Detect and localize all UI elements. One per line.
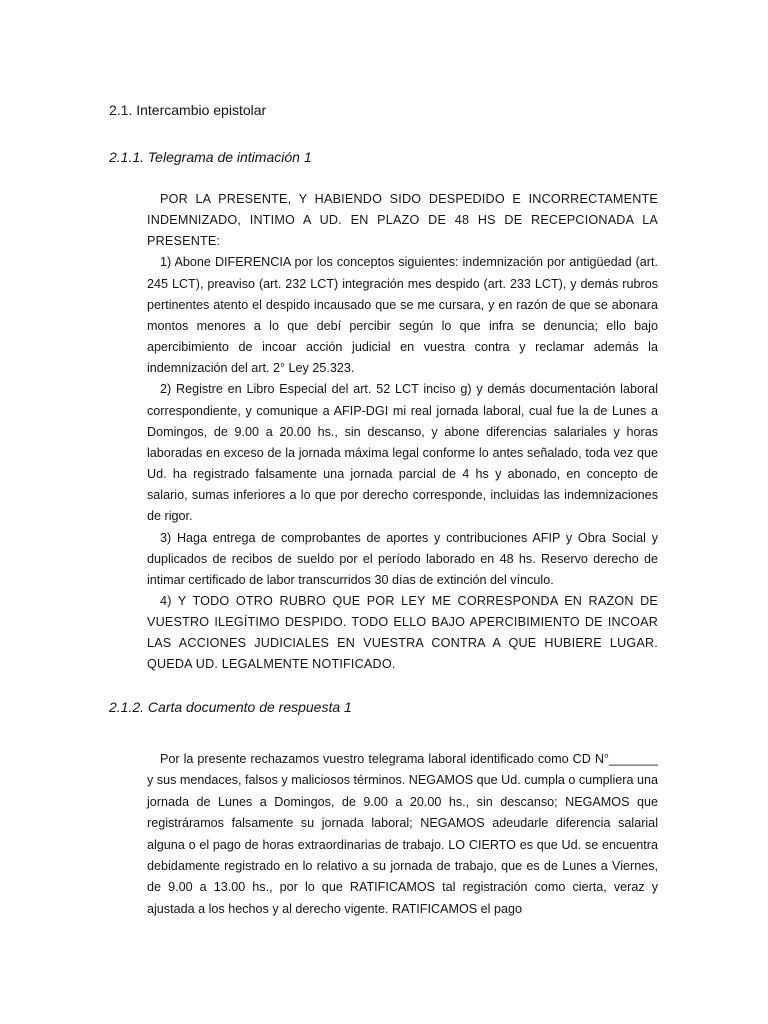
telegrama-item-2: 2) Registre en Libro Especial del art. 52 LCT inciso g) y demás documentación laboral correspondiente, y comunique a AFIP-DGI mi real jornada laboral, cual fue la de Lunes a Domingos, de 9.00 a 20.00 hs., sin descanso, y abone diferencias salariales y horas laboradas en exceso de la jornada máxima legal conforme lo antes señalado, toda vez que Ud. ha registrado falsamente una jornada parcial de 4 hs y abonado, en concepto de salario, sumas inferiores a lo que por derecho corresponde, incluidas las indemnizaciones de rigor. <box>147 382 658 524</box>
carta-paragraph: Por la presente rechazamos vuestro telegrama laboral identificado como CD N°_______ y sus mendaces, falsos y maliciosos términos. NEGAMOS que Ud. cumpla o cumpliera una jornada de Lunes a Domingos, de 9.00 a 20.00 hs., sin descanso; NEGAMOS que registráramos falsamente su jornada laboral; NEGAMOS adeudarle diferencia salarial alguna o el pago de horas extraordinarias de trabajo. LO CIERTO es que Ud. se encuentra debidamente registrado en lo relativo a su jornada de trabajo, que es de Lunes a Viernes, de 9.00 a 13.00 hs., por lo que RATIFICAMOS tal registración como cierta, veraz y ajustada a los hechos y al derecho vigente. RATIFICAMOS el pago <box>147 752 658 916</box>
telegrama-intro: POR LA PRESENTE, Y HABIENDO SIDO DESPEDIDO E INCORRECTAMENTE INDEMNIZADO, INTIMO A UD. EN PLAZO DE 48 HS DE RECEPCIONADA LA PRESENTE: <box>147 192 658 249</box>
section-heading: 2.1. Intercambio epistolar <box>109 102 267 118</box>
telegrama-item-4: 4) Y TODO OTRO RUBRO QUE POR LEY ME CORRESPONDA EN RAZON DE VUESTRO ILEGÍTIMO DESPIDO. TODO ELLO BAJO APERCIBIMIENTO DE INCOAR LAS ACCIONES JUDICIALES EN VUESTRA CONTRA A QUE HUBIERE LUGAR. QUEDA UD. LEGALMENTE NOTIFICADO. <box>147 593 658 672</box>
telegrama-item-3: 3) Haga entrega de comprobantes de aportes y contribuciones AFIP y Obra Social y duplicados de recibos de sueldo por el período laborado en 48 hs. Reservo derecho de intimar certificado de labor transcurridos 30 días de extinción del vínculo. <box>147 530 658 587</box>
telegrama-heading: 2.1.1. Telegrama de intimación 1 <box>109 149 312 165</box>
carta-body <box>147 749 658 920</box>
telegrama-body <box>147 189 658 676</box>
carta-heading: 2.1.2. Carta documento de respuesta 1 <box>109 699 352 715</box>
telegrama-item-1: 1) Abone DIFERENCIA por los conceptos siguientes: indemnización por antigüedad (art. 245 LCT), preaviso (art. 232 LCT) integración mes despido (art. 233 LCT), y demás rubros pertinentes atento el despido incausado que se me cursara, y en razón de que se abonara montos menores a lo que debí percibir según lo que infra se denuncia; ello bajo apercibimiento de incoar acción judicial en vuestra contra y reclamar además la indemnización del art. 2° Ley 25.323. <box>147 255 658 376</box>
